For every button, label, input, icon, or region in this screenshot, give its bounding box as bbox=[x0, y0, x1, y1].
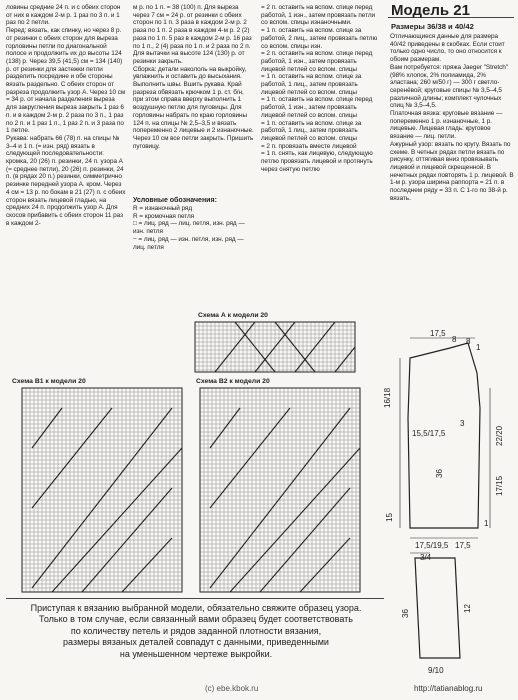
footer-rule bbox=[6, 598, 384, 599]
meas-m14: 1 bbox=[484, 519, 489, 528]
watermark-center: (c) ebe.kbok.ru bbox=[205, 684, 259, 693]
meas-m9: 36 bbox=[435, 469, 444, 478]
chart-b2-grid bbox=[200, 388, 362, 594]
cable-stroke bbox=[210, 408, 290, 508]
pattern-schematic bbox=[380, 328, 515, 698]
sizes-heading: Размеры 36/38 и 40/42 bbox=[391, 22, 474, 31]
chart-b1-grid bbox=[22, 388, 184, 594]
meas-m7: 3 bbox=[460, 419, 465, 428]
meas-m5: 16/18 bbox=[383, 387, 392, 408]
sleeve-outline bbox=[415, 558, 460, 658]
chart-a-grid bbox=[195, 322, 365, 377]
meas-m6: 15,5/17,5 bbox=[412, 429, 446, 438]
meas-m12: 17,5/19,5 bbox=[415, 541, 449, 550]
meas-m8: 22/20 bbox=[495, 425, 504, 446]
meas-m2: 8 bbox=[452, 335, 457, 344]
meas-m1: 17,5 bbox=[430, 329, 446, 338]
meas-m10: 17/15 bbox=[495, 475, 504, 496]
meas-m4: 1 bbox=[476, 343, 481, 352]
instructions-column-1: ловины средние 24 п. и с обеих сторон от них в каждом 2-м р. 1 раз по 3 п. и 1 раз по 2 петли. Перед: вязать, как спинку, но через 8 р. от резинки с обеих сторон для выреза горловины петли по диагональной полосе и продолжить их до высоты 124 (138) р. Через 39,5 (41,5) см = 134 (140) р. от резинки для застежки петли разделить посредине и обе стороны вязать раздельно. С обеих сторон от разреза продолжить узор А. Через 10 см = 34 р. от начала разделения выреза для закругления выреза закрыть 1 раз 6 п. и в каждом 2-м р. 2 раза по 3 п., 1 раз по 2 п. и 1 раз 1 п., 1 раз 2 п. и 3 раза по 1 петле. Рукава: набрать 66 (78) п. на спицы № 3–4 и 1 п. (= изн. ряд) вязать в следующей последовательности: кромка, 20 (26) п. резинки, 24 п. узора А (= среднее петли), 20 (26) п. резинки, 24 п. (в рядах 20 п.) резинки, симметрично резинке передней узора А. кром. Через 4 см = 13 р. по бокам в 21 (27) п. с обеих сторон вязать лицевой гладью, на средних 24 п. продолжить узор А. Для скосов прибавить с обеих сторон 11 раз в каждом 2- bbox=[6, 4, 126, 227]
meas-m15: 3/4 bbox=[420, 553, 432, 562]
meas-m11: 15 bbox=[385, 513, 394, 522]
chart-b2-title: Схема В2 к модели 20 bbox=[196, 378, 270, 385]
chart-b1-title: Схема В1 к модели 20 bbox=[12, 378, 86, 385]
cable-stroke bbox=[32, 408, 112, 508]
meas-m18: 9/10 bbox=[428, 666, 444, 675]
meas-m13: 17,5 bbox=[455, 541, 471, 550]
legend-text: R = изнаночный ряд R = кромочная петля □ = лиц. ряд — лиц. петля, изн. ряд — изн. петля − = лиц. ряд — изн. петля, изн. ряд — лиц. петля bbox=[133, 205, 245, 251]
footer-note: Приступая к вязанию выбранной модели, обязательно свяжите образец узора. Только в том случае, если связанный вами образец будет соответствовать по количеству петель и рядов заданной плотности вязания, размеры вязаных деталей совпадут с данными, приведенными на уменьшенном чертеже выкройки. bbox=[30, 603, 362, 659]
chart-a-title: Схема А к модели 20 bbox=[198, 312, 268, 319]
cable-symbols-column: = 2 п. оставить на вспом. спице перед работой, 1 изн., затем провязать петли со вспом. спицы изнаночными. = 1 п. оставить на вспом. спице за работой, 2 лиц., затем провязать петлю со вспом. спицы изн. = 2 п. оставить на вспом. спице перед работой, 1 изн., затем провязать лицевой петлей со вспом. спицы = 1 п. оставить на вспом. спице за работой, 1 лиц., затем провязать лицевой петлей со вспом. спицы = 1 п. оставить на вспом. спице перед работой, 1 изн., затем провязать лицевой петлей со вспом. спицы = 1 п. оставить на вспом. спице за работой, 1 лиц., затем провязать лицевой петлей со вспом. спицы = 2 п. провязать вместе лицевой = 1 п. снять, как лицевую, следующую петлю провязать лицевой и протянуть через снятую петлю bbox=[261, 4, 378, 173]
model-title: Модель 21 bbox=[391, 2, 470, 19]
instructions-column-4: Отличающиеся данные для размера 40/42 приведены в скобках. Если стоит только одно число, то оно относится к обоим размерам. Вам потребуется: пряжа Jaeger "Stretch" (98% хлопок, 2% полиамида, 2% эластана; 260 м/50 г) — 300 г светло-серенёвой; круговые спицы № 3,5–4,5 различной длины; комплект чулочных спиц № 3,5–4,5. Платочная вязка: круговые вязание — попеременно 1 р. изнаночные, 1 р. лицевые. Лицевая гладь: круговое вязание — лиц. петли. Ажурный узор: вязать по кругу. Вязать по схеме. В четных рядах петли вязать по рисунку, оттягивая вниз провязывать лицевой и лицевой скрещенной. В нечетных рядах повторять 1 р. лицевой. В 1-м р. узора ширина раппорта = 21 п. в последнем ряду = 33 п. С 1-го по 38-й р. вязать. bbox=[390, 33, 514, 202]
instructions-column-2: м р. по 1 п. = 38 (100) п. Для выреза через 7 см = 24 р. от резинки с обеих сторон по 1 п. 3 раза в каждом 2-м р. 2 раза по 1 п. 2 раза в каждом 4-м р. 2 (2) раза по 1 п. 5 раз в каждом 2-м р. 16 раз по 1 п., 2 (4) раза по 1 п. и 2 раза по 2 п. Для вытачки на высоте 124 (130) р. от резинки закрыть. Сборка: детали накололь на выкройку, увлажнить и оставить до высыхания. Выполнить швы. Вшить рукава. Край разреза обвязать крючком 1 р. ст. б/н, при этом справа вверху выполнить 1 воздушную петлю для пуговицы. Для горловины набрать по краю горловины 124 п. на спицы № 2,5–3,5 и вязать попеременно 2 лицевые и 2 изнаночные. Через 10 см все петли закрыть. Пришить пуговицу. bbox=[133, 4, 254, 150]
cable-stroke bbox=[335, 347, 355, 372]
meas-m3: 8 bbox=[466, 337, 471, 346]
meas-m16: 36 bbox=[401, 609, 410, 618]
watermark: http://tatianablog.ru bbox=[414, 684, 483, 693]
legend-title: Условные обозначения: bbox=[133, 197, 217, 204]
meas-m17: 12 bbox=[463, 604, 472, 613]
